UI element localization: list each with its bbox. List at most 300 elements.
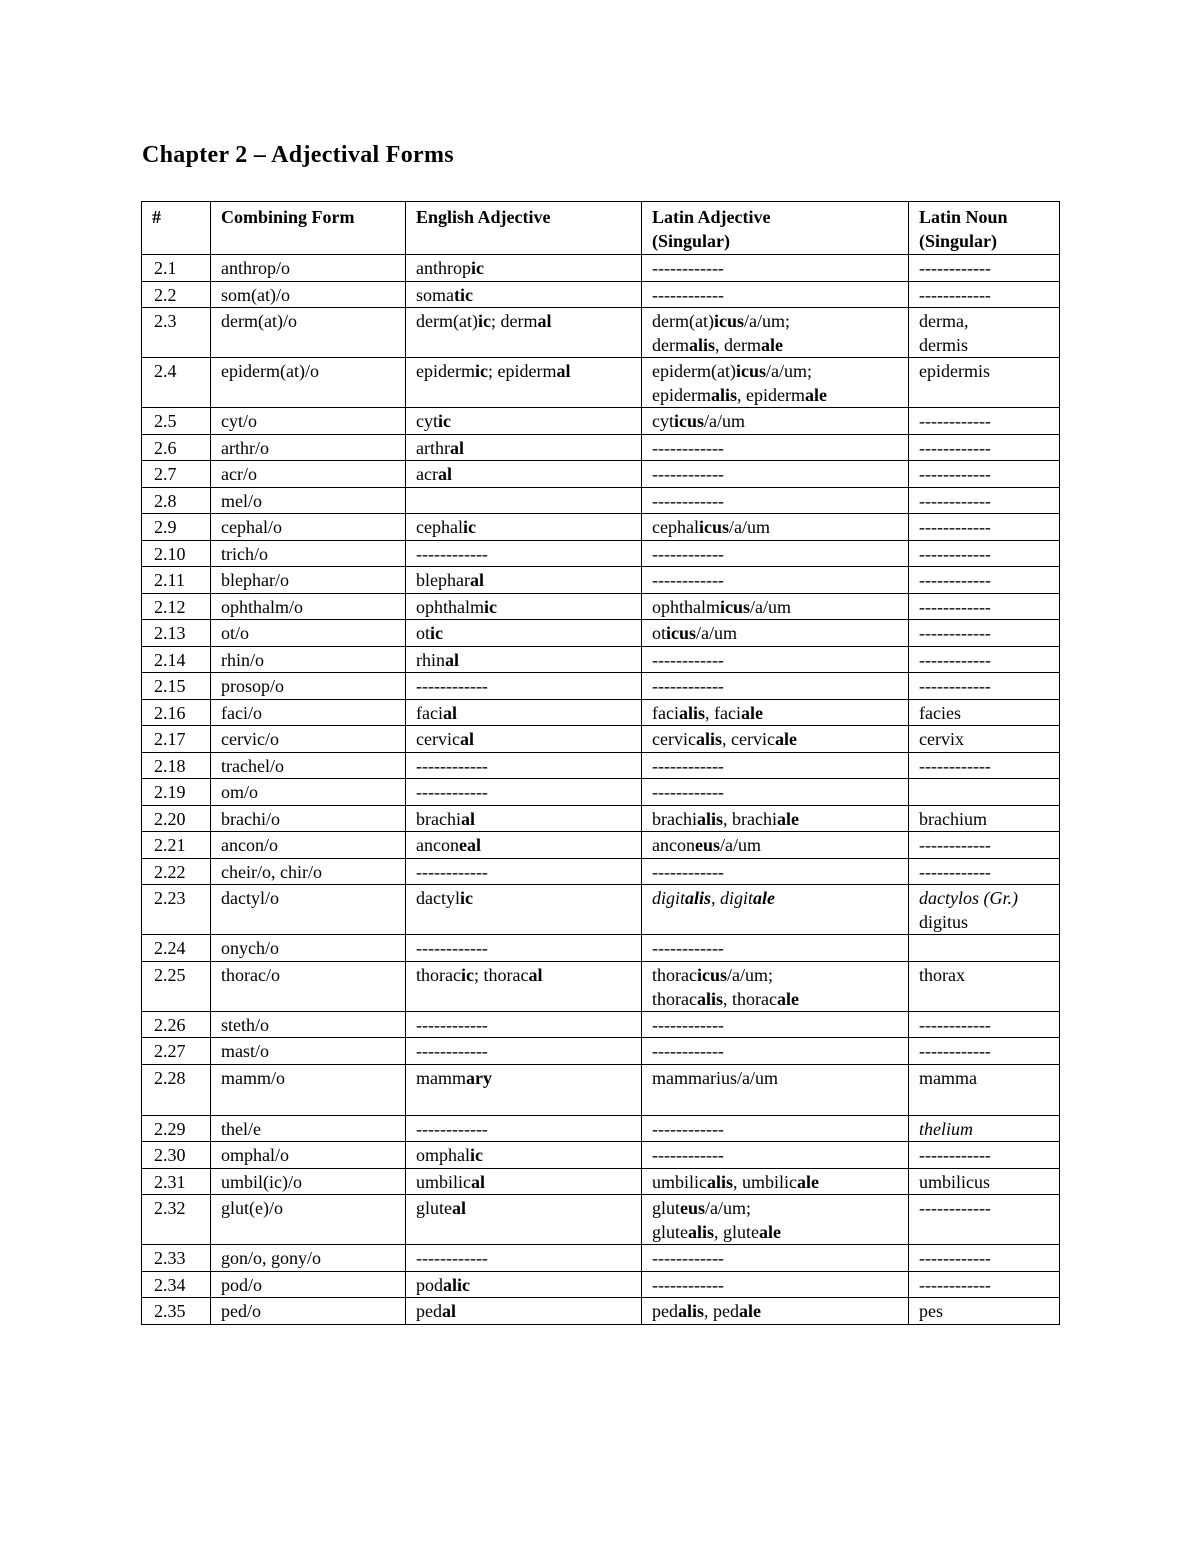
cell-line bbox=[919, 568, 1049, 592]
cell-line bbox=[919, 283, 1049, 307]
text-segment: epiderm bbox=[652, 385, 711, 405]
table-row bbox=[142, 308, 1060, 358]
text-segment: ped bbox=[652, 1301, 678, 1321]
cell-line bbox=[652, 462, 898, 486]
cell-latin-adjective bbox=[642, 1245, 909, 1272]
text-segment: glute bbox=[416, 1198, 452, 1218]
text-segment: brachium bbox=[919, 808, 987, 829]
text-segment: al bbox=[452, 1198, 467, 1218]
cell-latin-adjective bbox=[642, 779, 909, 806]
text-segment: ------------ bbox=[919, 284, 991, 305]
text-segment: derm(at) bbox=[652, 311, 714, 331]
text-segment: derma, bbox=[919, 311, 969, 331]
text-segment: cyt bbox=[416, 411, 438, 431]
cell-line bbox=[919, 1170, 1049, 1194]
cell-line bbox=[652, 1246, 898, 1270]
cell-line bbox=[416, 359, 631, 383]
cell-line bbox=[416, 727, 631, 751]
cell-line bbox=[919, 648, 1049, 672]
text-segment: thorac bbox=[652, 988, 697, 1009]
text-segment: al bbox=[556, 361, 571, 381]
text-segment: ------------ bbox=[652, 676, 724, 696]
text-segment: ------------ bbox=[652, 437, 724, 458]
text-segment: ------------ bbox=[919, 1198, 991, 1218]
text-segment: rhin bbox=[416, 649, 445, 670]
cell-combining-form: faci/o bbox=[211, 699, 406, 726]
cell-line bbox=[919, 1273, 1049, 1297]
cell-latin-adjective bbox=[642, 514, 909, 541]
cell-line bbox=[919, 886, 1049, 910]
text-segment: al bbox=[460, 808, 475, 829]
cell-line bbox=[416, 621, 631, 645]
text-segment: pod bbox=[416, 1274, 443, 1295]
text-segment: ------------ bbox=[919, 676, 991, 696]
cell-english-adjective bbox=[406, 1271, 642, 1298]
cell-line bbox=[416, 595, 631, 619]
header-combining-form bbox=[211, 202, 406, 255]
cell-number: 2.34 bbox=[142, 1271, 211, 1298]
cell-english-adjective bbox=[406, 567, 642, 594]
cell-latin-noun bbox=[909, 1298, 1060, 1325]
text-segment: alis bbox=[696, 808, 723, 829]
text-segment: ------------ bbox=[652, 755, 724, 776]
text-segment: ------------ bbox=[652, 649, 724, 670]
text-segment: ale bbox=[776, 988, 799, 1009]
cell-latin-noun bbox=[909, 1142, 1060, 1169]
text-segment: ------------ bbox=[652, 490, 724, 511]
header-latin-noun bbox=[909, 202, 1060, 255]
cell-number: 2.12 bbox=[142, 593, 211, 620]
cell-latin-adjective bbox=[642, 1064, 909, 1115]
text-segment: thelium bbox=[919, 1118, 973, 1139]
cell-latin-noun bbox=[909, 358, 1060, 408]
text-segment: ophthalm bbox=[652, 596, 720, 617]
cell-english-adjective bbox=[406, 408, 642, 435]
cell-line bbox=[652, 409, 898, 433]
cell-latin-adjective bbox=[642, 1298, 909, 1325]
cell-line bbox=[919, 754, 1049, 778]
cell-latin-noun bbox=[909, 935, 1060, 962]
cell-line bbox=[416, 754, 631, 778]
cell-english-adjective bbox=[406, 1142, 642, 1169]
text-segment: ------------ bbox=[919, 861, 991, 882]
page-title: Chapter 2 – Adjectival Forms bbox=[142, 142, 454, 168]
cell-english-adjective bbox=[406, 1011, 642, 1038]
cell-latin-adjective bbox=[642, 1011, 909, 1038]
text-segment: al bbox=[449, 437, 464, 458]
header-text: Latin Adjective bbox=[652, 207, 771, 227]
table-row bbox=[142, 673, 1060, 700]
text-segment: ------------ bbox=[919, 411, 991, 431]
cell-number: 2.25 bbox=[142, 961, 211, 1011]
text-segment: cervix bbox=[919, 729, 964, 749]
text-segment: ------------ bbox=[652, 782, 724, 802]
text-segment: ------------ bbox=[652, 464, 724, 484]
text-segment: /a/um; bbox=[727, 964, 773, 985]
table-row bbox=[142, 885, 1060, 935]
cell-combining-form: trachel/o bbox=[211, 752, 406, 779]
text-segment: /a/um bbox=[704, 411, 746, 431]
cell-number: 2.21 bbox=[142, 832, 211, 859]
cell-line bbox=[652, 542, 898, 566]
text-segment: /a/um; bbox=[765, 361, 812, 381]
cell-number: 2.2 bbox=[142, 281, 211, 308]
cell-line bbox=[652, 333, 898, 357]
cell-english-adjective bbox=[406, 752, 642, 779]
cell-line bbox=[416, 1170, 631, 1194]
cell-line bbox=[416, 568, 631, 592]
text-segment: ------------ bbox=[416, 1118, 488, 1139]
cell-latin-adjective bbox=[642, 1271, 909, 1298]
text-segment: , derm bbox=[715, 335, 761, 355]
cell-latin-adjective bbox=[642, 620, 909, 647]
text-segment: epidermis bbox=[919, 361, 990, 381]
cell-combining-form: mel/o bbox=[211, 487, 406, 514]
text-segment: ot bbox=[652, 623, 667, 643]
table-row bbox=[142, 461, 1060, 488]
text-segment: dermis bbox=[919, 335, 968, 355]
cell-line bbox=[652, 674, 898, 698]
text-segment: alis bbox=[695, 729, 722, 749]
table-row bbox=[142, 805, 1060, 832]
cell-line bbox=[919, 489, 1049, 513]
cell-line bbox=[416, 936, 631, 960]
text-segment: ------------ bbox=[416, 782, 488, 802]
table-row bbox=[142, 1195, 1060, 1245]
text-segment: alis bbox=[678, 1301, 705, 1321]
cell-number: 2.10 bbox=[142, 540, 211, 567]
cell-combining-form: som(at)/o bbox=[211, 281, 406, 308]
cell-number: 2.7 bbox=[142, 461, 211, 488]
text-segment: ------------ bbox=[919, 258, 991, 278]
text-segment: acr bbox=[416, 464, 438, 484]
cell-english-adjective bbox=[406, 358, 642, 408]
cell-number: 2.23 bbox=[142, 885, 211, 935]
table-row bbox=[142, 1298, 1060, 1325]
cell-latin-adjective bbox=[642, 1168, 909, 1195]
cell-number: 2.24 bbox=[142, 935, 211, 962]
cell-number: 2.33 bbox=[142, 1245, 211, 1272]
cell-number: 2.1 bbox=[142, 255, 211, 282]
cell-line bbox=[416, 462, 631, 486]
text-segment: icus bbox=[720, 596, 751, 617]
table-row bbox=[142, 752, 1060, 779]
text-segment: ------------ bbox=[919, 755, 991, 776]
cell-english-adjective bbox=[406, 514, 642, 541]
cell-english-adjective bbox=[406, 540, 642, 567]
text-segment: ------------ bbox=[919, 1248, 991, 1268]
text-segment: ale bbox=[804, 385, 827, 405]
header-text: (Singular) bbox=[919, 231, 998, 251]
cell-line bbox=[652, 1039, 898, 1063]
cell-combining-form: ot/o bbox=[211, 620, 406, 647]
cell-line bbox=[416, 283, 631, 307]
cell-line bbox=[652, 1299, 898, 1323]
cell-latin-adjective bbox=[642, 1038, 909, 1065]
cell-english-adjective bbox=[406, 1298, 642, 1325]
table-header bbox=[142, 202, 1060, 255]
cell-latin-noun bbox=[909, 281, 1060, 308]
cell-latin-adjective bbox=[642, 567, 909, 594]
text-segment: pes bbox=[919, 1301, 943, 1321]
text-segment: ale bbox=[774, 729, 797, 749]
cell-combining-form: thorac/o bbox=[211, 961, 406, 1011]
text-segment: icus bbox=[696, 964, 727, 985]
text-segment: mammarius/a/um bbox=[652, 1067, 778, 1088]
text-segment: ------------ bbox=[652, 284, 724, 305]
text-segment: alis bbox=[685, 888, 712, 908]
text-segment: mamma bbox=[919, 1067, 977, 1088]
text-segment: ------------ bbox=[416, 543, 488, 564]
cell-number: 2.8 bbox=[142, 487, 211, 514]
text-segment: digit bbox=[652, 888, 686, 908]
table-row bbox=[142, 434, 1060, 461]
text-segment: ------------ bbox=[652, 938, 724, 958]
cell-line bbox=[919, 1039, 1049, 1063]
text-segment: ------------ bbox=[652, 1274, 724, 1295]
cell-english-adjective bbox=[406, 255, 642, 282]
text-segment: ------------ bbox=[919, 570, 991, 590]
text-segment: ------------ bbox=[919, 1041, 991, 1061]
cell-latin-noun bbox=[909, 779, 1060, 806]
cell-number: 2.13 bbox=[142, 620, 211, 647]
text-segment: , epiderm bbox=[737, 385, 805, 405]
text-segment: /a/um bbox=[696, 623, 738, 643]
cell-latin-adjective bbox=[642, 358, 909, 408]
text-segment: epiderm(at) bbox=[652, 361, 736, 381]
text-segment: icus bbox=[735, 361, 766, 381]
cell-line bbox=[416, 648, 631, 672]
cell-line bbox=[919, 515, 1049, 539]
text-segment: al bbox=[459, 729, 474, 749]
cell-line bbox=[416, 1273, 631, 1297]
cell-combining-form: acr/o bbox=[211, 461, 406, 488]
cell-number: 2.20 bbox=[142, 805, 211, 832]
text-segment: ic bbox=[470, 258, 484, 278]
text-segment: ic bbox=[474, 361, 488, 381]
cell-english-adjective bbox=[406, 1195, 642, 1245]
text-segment: , digit bbox=[711, 888, 754, 908]
header-number bbox=[142, 202, 211, 255]
cell-latin-noun bbox=[909, 461, 1060, 488]
text-segment: alis bbox=[678, 702, 705, 723]
cell-line bbox=[919, 1117, 1049, 1141]
table-row bbox=[142, 1011, 1060, 1038]
table-row bbox=[142, 487, 1060, 514]
cell-line bbox=[652, 780, 898, 804]
cell-latin-adjective bbox=[642, 935, 909, 962]
text-segment: brachi bbox=[416, 808, 461, 829]
cell-line bbox=[416, 256, 631, 280]
cell-latin-adjective bbox=[642, 308, 909, 358]
cell-line bbox=[919, 727, 1049, 751]
text-segment: dactylos (Gr.) bbox=[919, 888, 1018, 908]
text-segment: ------------ bbox=[416, 861, 488, 882]
cell-latin-adjective bbox=[642, 726, 909, 753]
cell-line bbox=[416, 1039, 631, 1063]
text-segment: ale bbox=[797, 1171, 820, 1192]
text-segment: ------------ bbox=[416, 755, 488, 776]
cell-line bbox=[652, 489, 898, 513]
cell-english-adjective bbox=[406, 1038, 642, 1065]
text-segment: /a/um; bbox=[705, 1198, 752, 1218]
text-segment: ale bbox=[776, 808, 799, 829]
cell-number: 2.4 bbox=[142, 358, 211, 408]
cell-combining-form: onych/o bbox=[211, 935, 406, 962]
cell-number: 2.9 bbox=[142, 514, 211, 541]
text-segment: al bbox=[442, 702, 457, 723]
text-segment: ale bbox=[740, 702, 763, 723]
cell-line bbox=[416, 1013, 631, 1037]
text-segment: thorax bbox=[919, 964, 965, 985]
text-segment: icus bbox=[666, 623, 697, 643]
cell-latin-noun bbox=[909, 1064, 1060, 1115]
table-body bbox=[142, 255, 1060, 1325]
cell-english-adjective bbox=[406, 779, 642, 806]
cell-line bbox=[652, 1170, 898, 1194]
cell-line bbox=[416, 780, 631, 804]
text-segment: , thorac bbox=[723, 988, 777, 1009]
cell-line bbox=[652, 833, 898, 857]
text-segment: ic bbox=[430, 623, 444, 643]
text-segment: dactyl bbox=[416, 888, 460, 908]
table-row bbox=[142, 540, 1060, 567]
text-segment: ped bbox=[416, 1301, 442, 1321]
cell-number: 2.17 bbox=[142, 726, 211, 753]
cell-latin-noun bbox=[909, 832, 1060, 859]
cell-combining-form: thel/e bbox=[211, 1115, 406, 1142]
text-segment: cephal bbox=[416, 517, 463, 537]
text-segment: umbilicus bbox=[919, 1171, 990, 1192]
table-row bbox=[142, 699, 1060, 726]
text-segment: glut bbox=[652, 1198, 681, 1218]
text-segment: ic bbox=[462, 517, 476, 537]
cell-line bbox=[919, 701, 1049, 725]
cell-latin-noun bbox=[909, 1038, 1060, 1065]
cell-latin-adjective bbox=[642, 885, 909, 935]
text-segment: eus bbox=[680, 1198, 706, 1218]
cell-english-adjective bbox=[406, 487, 642, 514]
table-row bbox=[142, 255, 1060, 282]
cell-latin-adjective bbox=[642, 408, 909, 435]
table-row bbox=[142, 1168, 1060, 1195]
table-row bbox=[142, 779, 1060, 806]
text-segment: icus bbox=[698, 517, 729, 537]
table-row bbox=[142, 646, 1060, 673]
text-segment: icus bbox=[674, 411, 705, 431]
text-segment: facies bbox=[919, 702, 961, 723]
cell-latin-noun bbox=[909, 1245, 1060, 1272]
text-segment: faci bbox=[652, 702, 679, 723]
cell-english-adjective bbox=[406, 308, 642, 358]
cell-number: 2.32 bbox=[142, 1195, 211, 1245]
text-segment: ------------ bbox=[919, 835, 991, 855]
cell-line bbox=[652, 515, 898, 539]
header-text: Latin Noun bbox=[919, 207, 1008, 227]
text-segment: ------------ bbox=[652, 1118, 724, 1139]
text-segment: eal bbox=[458, 835, 481, 855]
cell-line bbox=[919, 674, 1049, 698]
table-row bbox=[142, 1064, 1060, 1115]
table-row bbox=[142, 726, 1060, 753]
cell-latin-adjective bbox=[642, 281, 909, 308]
cell-latin-noun bbox=[909, 255, 1060, 282]
header-text: # bbox=[152, 207, 161, 227]
cell-line bbox=[416, 436, 631, 460]
cell-latin-noun bbox=[909, 487, 1060, 514]
cell-combining-form: ped/o bbox=[211, 1298, 406, 1325]
cell-line bbox=[652, 1196, 898, 1220]
cell-english-adjective bbox=[406, 726, 642, 753]
cell-line bbox=[416, 963, 631, 987]
cell-line bbox=[919, 333, 1049, 357]
text-segment: brachi bbox=[652, 808, 697, 829]
text-segment: ------------ bbox=[919, 490, 991, 511]
cell-number: 2.6 bbox=[142, 434, 211, 461]
cell-line bbox=[652, 987, 898, 1011]
text-segment: ale bbox=[759, 1222, 782, 1242]
text-segment: ancon bbox=[416, 835, 459, 855]
text-segment: cervic bbox=[652, 729, 696, 749]
cell-latin-noun bbox=[909, 961, 1060, 1011]
text-segment: , ped bbox=[704, 1301, 740, 1321]
text-segment: umbilic bbox=[416, 1171, 471, 1192]
cell-latin-adjective bbox=[642, 255, 909, 282]
cell-line bbox=[919, 1066, 1049, 1090]
cell-combining-form: gon/o, gony/o bbox=[211, 1245, 406, 1272]
text-segment: al bbox=[437, 464, 452, 484]
table-row bbox=[142, 514, 1060, 541]
cell-latin-noun bbox=[909, 673, 1060, 700]
cell-latin-noun bbox=[909, 408, 1060, 435]
cell-combining-form: arthr/o bbox=[211, 434, 406, 461]
cell-latin-adjective bbox=[642, 961, 909, 1011]
cell-line bbox=[652, 1143, 898, 1167]
cell-english-adjective bbox=[406, 281, 642, 308]
cell-line bbox=[919, 1246, 1049, 1270]
cell-english-adjective bbox=[406, 673, 642, 700]
cell-number: 2.28 bbox=[142, 1064, 211, 1115]
text-segment: icus bbox=[713, 311, 744, 331]
cell-combining-form: omphal/o bbox=[211, 1142, 406, 1169]
cell-latin-adjective bbox=[642, 699, 909, 726]
cell-combining-form: blephar/o bbox=[211, 567, 406, 594]
cell-number: 2.5 bbox=[142, 408, 211, 435]
text-segment: derm bbox=[652, 335, 689, 355]
text-segment: ------------ bbox=[416, 1041, 488, 1061]
cell-line bbox=[652, 727, 898, 751]
cell-line bbox=[919, 963, 1049, 987]
text-segment: blephar bbox=[416, 570, 470, 590]
cell-line bbox=[652, 936, 898, 960]
text-segment: soma bbox=[416, 284, 454, 305]
cell-line bbox=[919, 860, 1049, 884]
text-segment: thorac bbox=[652, 964, 697, 985]
cell-number: 2.18 bbox=[142, 752, 211, 779]
text-segment: ------------ bbox=[652, 1248, 724, 1268]
cell-number: 2.14 bbox=[142, 646, 211, 673]
table-row bbox=[142, 1271, 1060, 1298]
cell-latin-noun bbox=[909, 593, 1060, 620]
cell-latin-adjective bbox=[642, 646, 909, 673]
text-segment: ------------ bbox=[416, 1014, 488, 1035]
cell-english-adjective bbox=[406, 935, 642, 962]
text-segment: alis bbox=[707, 1171, 734, 1192]
cell-line bbox=[652, 1117, 898, 1141]
table-row bbox=[142, 408, 1060, 435]
cell-line bbox=[919, 807, 1049, 831]
text-segment: ------------ bbox=[416, 676, 488, 696]
